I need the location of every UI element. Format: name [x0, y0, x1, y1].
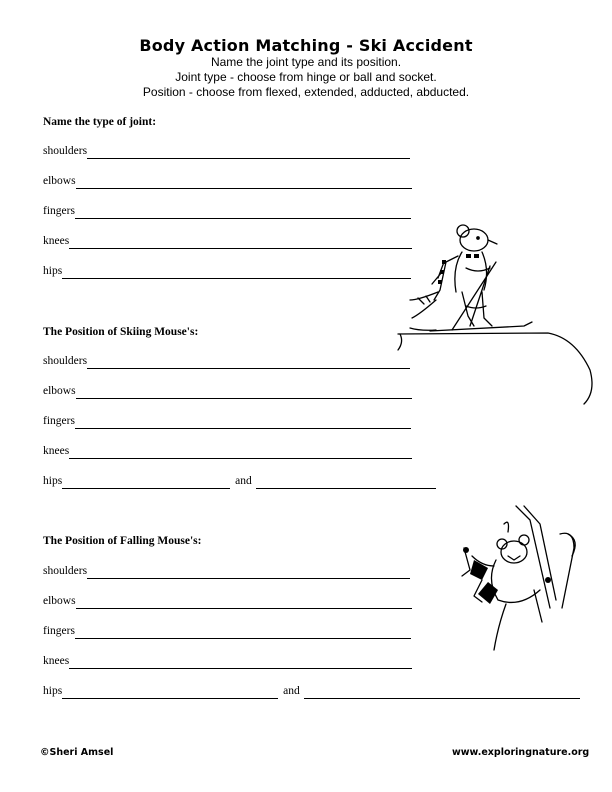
answer-line[interactable] [69, 236, 412, 249]
skiing-row-hips [43, 473, 436, 489]
falling-row-fingers [43, 623, 411, 639]
answer-line[interactable] [76, 176, 412, 189]
row-label: shoulders [43, 145, 88, 157]
joint-row-knees [43, 233, 412, 249]
answer-line[interactable] [87, 566, 410, 579]
row-label: hips [43, 265, 63, 277]
row-label: hips [43, 685, 63, 697]
skiing-row-fingers [43, 413, 411, 429]
section-heading-joint-type: Name the type of joint: [43, 116, 157, 128]
answer-line-left[interactable] [62, 476, 230, 489]
row-label: shoulders [43, 565, 88, 577]
answer-line[interactable] [62, 266, 411, 279]
answer-line[interactable] [76, 596, 412, 609]
answer-line-left[interactable] [62, 686, 278, 699]
falling-row-elbows [43, 593, 412, 609]
answer-line-right[interactable] [304, 686, 580, 699]
row-label: knees [43, 235, 70, 247]
section-heading-skiing: The Position of Skiing Mouse's: [43, 326, 199, 338]
copyright-text: ©Sheri Amsel [40, 747, 114, 758]
joint-row-hips [43, 263, 411, 279]
row-label: elbows [43, 595, 76, 607]
instruction-line-2: Joint type - choose from hinge or ball and socket. [175, 70, 437, 84]
falling-row-hips [43, 683, 580, 699]
section-heading-falling: The Position of Falling Mouse's: [43, 535, 202, 547]
row-label: knees [43, 655, 70, 667]
row-label: elbows [43, 175, 76, 187]
falling-row-knees [43, 653, 412, 669]
row-label: fingers [43, 625, 75, 637]
answer-line[interactable] [69, 656, 412, 669]
answer-line[interactable] [87, 356, 410, 369]
skiing-row-knees [43, 443, 412, 459]
joint-row-elbows [43, 173, 412, 189]
answer-line[interactable] [69, 446, 412, 459]
row-label: knees [43, 445, 70, 457]
skiing-row-elbows [43, 383, 412, 399]
row-label: shoulders [43, 355, 88, 367]
answer-line[interactable] [75, 416, 411, 429]
skiing-row-shoulders [43, 353, 410, 369]
and-label: and [283, 685, 300, 697]
answer-line-right[interactable] [256, 476, 436, 489]
answer-line[interactable] [75, 206, 411, 219]
row-label: elbows [43, 385, 76, 397]
row-label: fingers [43, 205, 75, 217]
instruction-line-1: Name the joint type and its position. [210, 55, 402, 69]
page-title: Body Action Matching - Ski Accident [139, 36, 473, 55]
joint-row-fingers [43, 203, 411, 219]
row-label: hips [43, 475, 63, 487]
answer-line[interactable] [76, 386, 412, 399]
and-label: and [235, 475, 252, 487]
falling-row-shoulders [43, 563, 410, 579]
row-label: fingers [43, 415, 75, 427]
answer-line[interactable] [75, 626, 411, 639]
instruction-line-3: Position - choose from flexed, extended, adducted, abducted. [142, 85, 470, 99]
joint-row-shoulders [43, 143, 410, 159]
answer-line[interactable] [87, 146, 410, 159]
website-link[interactable]: www.exploringnature.org [452, 747, 590, 758]
